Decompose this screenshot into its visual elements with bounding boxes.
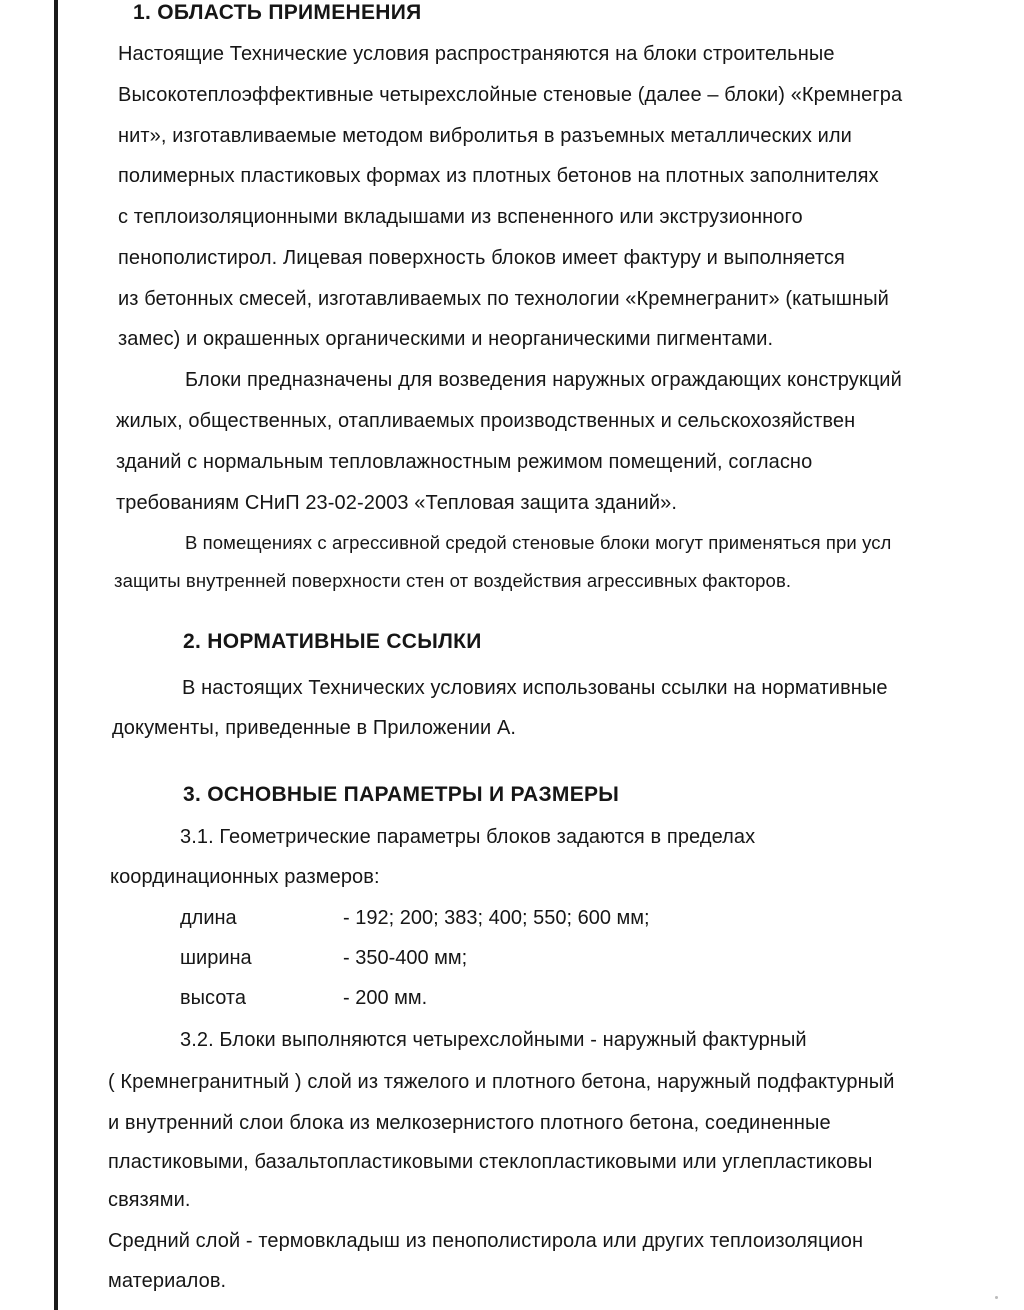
paragraph-line: пластиковыми, базальтопластиковыми стеклопластиковыми или углепластиковы [108,1151,873,1173]
dimension-name-height: высота [180,987,246,1009]
dimension-name-width: ширина [180,947,252,969]
paragraph-line: Блоки предназначены для возведения наружных ограждающих конструкций [185,369,902,391]
paragraph-line: нит», изготавливаемые методом вибролитья в разъемных металлических или [118,125,852,147]
section-2-heading: 2. НОРМАТИВНЫЕ ССЫЛКИ [183,630,482,653]
dimension-value-width: - 350-400 мм; [343,947,468,969]
dimension-name-length: длина [180,907,237,929]
paragraph-line: 3.2. Блоки выполняются четырехслойными - наружный фактурный [180,1029,807,1051]
paragraph-line: из бетонных смесей, изготавливаемых по технологии «Кремнегранит» (катышный [118,288,889,310]
paragraph-line: защиты внутренней поверхности стен от воздействия агрессивных факторов. [114,570,792,591]
paragraph-line: зданий с нормальным тепловлажностным режимом помещений, согласно [116,451,813,473]
paragraph-line: жилых, общественных, отапливаемых производственных и сельскохозяйствен [116,410,856,432]
paragraph-line: 3.1. Геометрические параметры блоков задаются в пределах [180,826,756,848]
paragraph-line: В помещениях с агрессивной средой стеновые блоки могут применяться при усл [185,532,892,553]
paragraph-line: связями. [108,1189,191,1211]
section-1-heading: 1. ОБЛАСТЬ ПРИМЕНЕНИЯ [133,1,422,24]
paragraph-line: документы, приведенные в Приложении А. [112,717,517,739]
paragraph-line: с теплоизоляционными вкладышами из вспененного или экструзионного [118,206,803,228]
paragraph-line: пенополистирол. Лицевая поверхность блоков имеет фактуру и выполняется [118,247,845,269]
section-3-heading: 3. ОСНОВНЫЕ ПАРАМЕТРЫ И РАЗМЕРЫ [183,783,620,806]
scan-speck [995,1296,998,1299]
left-margin-line [54,0,58,1310]
dimension-value-length: - 192; 200; 383; 400; 550; 600 мм; [343,907,650,929]
paragraph-line: и внутренний слои блока из мелкозернистого плотного бетона, соединенные [108,1112,831,1134]
paragraph-line: полимерных пластиковых формах из плотных бетонов на плотных заполнителях [118,165,879,187]
dimension-value-height: - 200 мм. [343,987,428,1009]
paragraph-line: координационных размеров: [110,866,380,888]
paragraph-line: требованиям СНиП 23-02-2003 «Тепловая защита зданий». [116,492,678,514]
paragraph-line: материалов. [108,1270,227,1292]
paragraph-line: замес) и окрашенных органическими и неорганическими пигментами. [118,328,774,350]
paragraph-line: ( Кремнегранитный ) слой из тяжелого и плотного бетона, наружный подфактурный [108,1071,895,1093]
paragraph-line: Средний слой - термовкладыш из пенополистирола или других теплоизоляцион [108,1230,864,1252]
paragraph-line: Настоящие Технические условия распространяются на блоки строительные [118,43,835,65]
paragraph-line: Высокотеплоэффективные четырехслойные стеновые (далее – блоки) «Кремнегра [118,84,903,106]
paragraph-line: В настоящих Технических условиях использованы ссылки на нормативные [182,677,888,699]
